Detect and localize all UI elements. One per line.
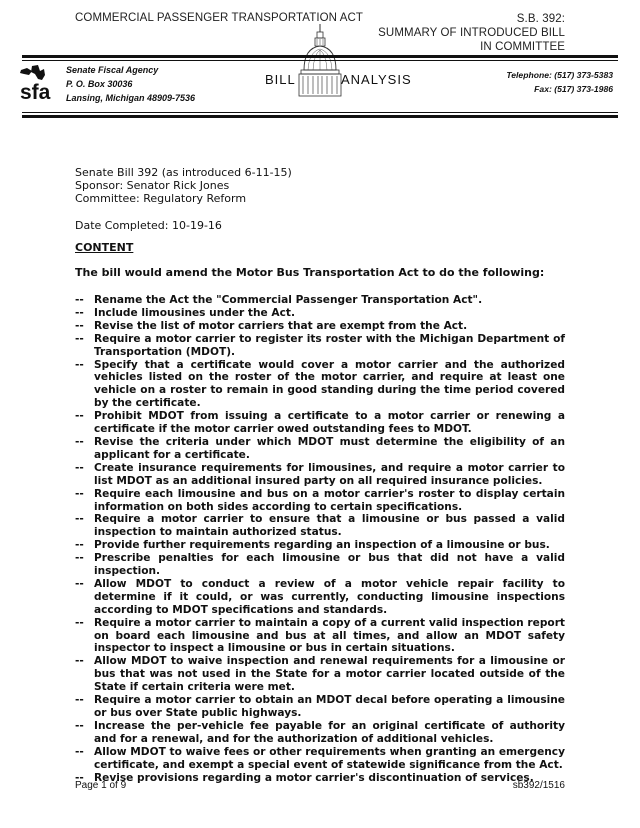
list-item-dash: -- [75, 745, 84, 758]
date-completed: Date Completed: 10-19-16 [75, 219, 222, 232]
list-item-dash: -- [75, 616, 84, 629]
list-item-text: Rename the Act the "Commercial Passenger Transportation Act". [94, 294, 483, 306]
list-item-dash: -- [75, 771, 84, 784]
header-bill-number: S.B. 392: [516, 13, 565, 25]
list-item-text: Provide further requirements regarding an inspection of a limousine or bus. [94, 539, 550, 552]
content-list-item [75, 552, 565, 578]
list-item-text: Prohibit MDOT from issuing a certificate to a motor carrier or renewing a certificate if the motor carrier owed outstanding fees to MDOT. [94, 410, 565, 436]
content-list-item [75, 539, 565, 552]
content-list [75, 294, 565, 784]
list-item-text: Require a motor carrier to register its roster with the Michigan Department of Transportation (MDOT). [94, 332, 565, 358]
list-item-dash: -- [75, 461, 84, 474]
logo-analysis-word: ANALYSIS [341, 72, 412, 87]
logo-bill-word: BILL [265, 72, 296, 87]
list-item-text: Require a motor carrier to maintain a copy of a current valid inspection report on board each limousine and bus at all times, and allow an MDOT safety inspector to inspect a limousine or bus in certain situations. [94, 616, 565, 655]
document-id: sb392/1516 [512, 780, 565, 791]
sfa-michigan-logo [18, 62, 66, 104]
list-item-text: Allow MDOT to waive inspection and renewal requirements for a limousine or bus that was not used in the State for a motor carrier located outside of the State if certain criteria were met. [94, 655, 565, 694]
agency-fax: Fax: (517) 373-1986 [534, 84, 613, 94]
header-rule-bottom-thin [22, 112, 618, 113]
list-item-text: Require each limousine and bus on a motor carrier's roster to display certain information on both sides according to certain specifications. [94, 487, 565, 513]
content-list-item [75, 359, 565, 411]
committee-line: Committee: Regulatory Reform [75, 192, 247, 205]
agency-telephone: Telephone: (517) 373-5383 [506, 70, 613, 80]
content-intro: The bill would amend the Motor Bus Transportation Act to do the following: [75, 266, 545, 279]
sponsor-line: Sponsor: Senator Rick Jones [75, 179, 230, 192]
list-item-dash: -- [75, 655, 84, 668]
list-item-dash: -- [75, 319, 84, 332]
agency-contact [506, 68, 613, 96]
list-item-text: Allow MDOT to conduct a review of a motor vehicle repair facility to determine if it could, or was currently, conducting limousine inspections according to MDOT specifications and standards. [94, 577, 565, 616]
list-item-dash: -- [75, 719, 84, 732]
sfa-logo-text: sfa [20, 81, 51, 104]
agency-po-box: P. O. Box 30036 [66, 79, 133, 89]
list-item-text: Create insurance requirements for limousines, and require a motor carrier to list MDOT as an additional insured party on all required insurance policies. [94, 461, 565, 487]
content-list-item [75, 746, 565, 772]
header-summary-line1: SUMMARY OF INTRODUCED BILL [378, 27, 565, 39]
content-list-item [75, 578, 565, 617]
agency-city: Lansing, Michigan 48909-7536 [66, 93, 196, 103]
list-item-dash: -- [75, 358, 84, 371]
content-list-item [75, 410, 565, 436]
list-item-text: Revise the criteria under which MDOT must determine the eligibility of an applicant for a certificate. [94, 435, 565, 461]
page-number: Page 1 of 9 [75, 780, 127, 791]
header-bill-summary [378, 12, 565, 54]
list-item-dash: -- [75, 513, 84, 526]
header-rule-top [22, 55, 618, 58]
content-list-item [75, 694, 565, 720]
content-list-item [75, 720, 565, 746]
content-list-item [75, 320, 565, 333]
list-item-text: Prescribe penalties for each limousine or bus that did not have a valid inspection. [94, 552, 565, 578]
content-list-item [75, 294, 565, 307]
list-item-dash: -- [75, 552, 84, 565]
list-item-text: Revise the list of motor carriers that are exempt from the Act. [94, 319, 468, 332]
list-item-text: Include limousines under the Act. [94, 306, 295, 319]
header-summary-line2: IN COMMITTEE [480, 41, 565, 53]
capitol-dome-icon [297, 22, 343, 100]
content-list-item [75, 617, 565, 656]
list-item-dash: -- [75, 539, 84, 552]
list-item-dash: -- [75, 306, 84, 319]
list-item-text: Specify that a certificate would cover a motor carrier and the authorized vehicles listed on the roster of the motor carrier, and require at least one vehicle on a roster to remain in good standing during the time period covered by the certificate. [94, 358, 565, 410]
header-rule-top-thin [22, 60, 618, 61]
content-list-item [75, 462, 565, 488]
list-item-text: Increase the per-vehicle fee payable for an original certificate of authority and for a renewal, and for the authorization of additional vehicles. [94, 719, 565, 745]
list-item-text: Require a motor carrier to ensure that a limousine or bus passed a valid inspection to maintain authorized status. [94, 513, 565, 539]
content-list-item [75, 655, 565, 694]
list-item-dash: -- [75, 577, 84, 590]
content-list-item [75, 307, 565, 320]
agency-name: Senate Fiscal Agency [66, 65, 159, 75]
list-item-dash: -- [75, 410, 84, 423]
content-list-item [75, 436, 565, 462]
content-list-item [75, 333, 565, 359]
list-item-text: Allow MDOT to waive fees or other requirements when granting an emergency certificate, and exempt a special event of statewide significance from the Act. [94, 745, 565, 771]
list-item-dash: -- [75, 694, 84, 707]
list-item-dash: -- [75, 487, 84, 500]
bill-line: Senate Bill 392 (as introduced 6-11-15) [75, 166, 292, 179]
bill-info [75, 166, 292, 205]
header-act-title: COMMERCIAL PASSENGER TRANSPORTATION ACT [75, 12, 364, 24]
list-item-dash: -- [75, 435, 84, 448]
list-item-dash: -- [75, 332, 84, 345]
list-item-dash: -- [75, 294, 84, 306]
content-list-item [75, 488, 565, 514]
header-rule-bottom [22, 115, 618, 118]
agency-address [66, 63, 195, 105]
content-heading: CONTENT [75, 241, 134, 254]
list-item-text: Revise provisions regarding a motor carrier's discontinuation of services. [94, 771, 534, 784]
list-item-text: Require a motor carrier to obtain an MDOT decal before operating a limousine or bus over State public highways. [94, 694, 565, 719]
content-list-item [75, 772, 565, 785]
content-list-item [75, 513, 565, 539]
